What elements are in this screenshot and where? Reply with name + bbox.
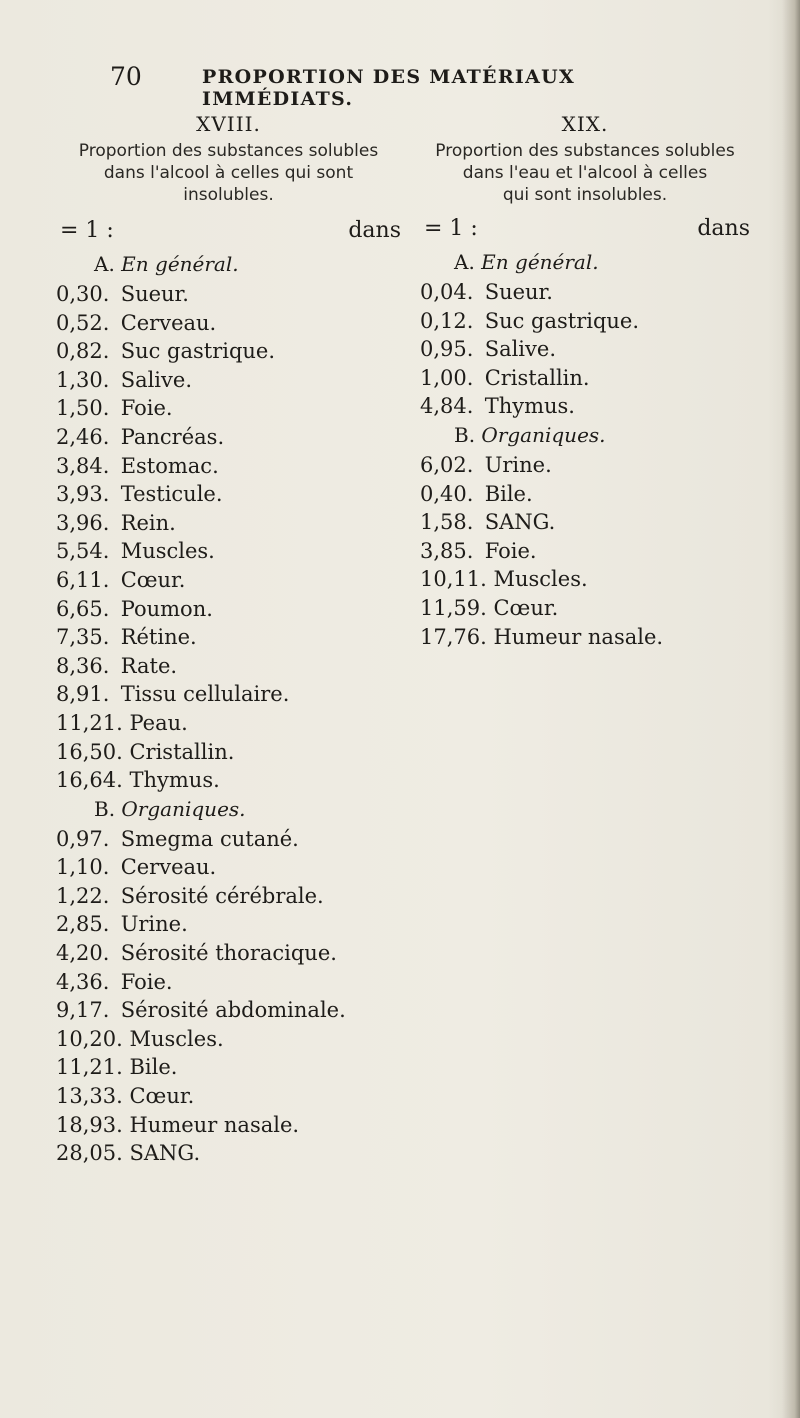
substance-name: Smegma cutané. xyxy=(120,826,299,851)
list-item xyxy=(420,480,750,509)
ratio-value: 7,35. xyxy=(56,625,110,650)
list-item xyxy=(56,366,401,395)
ratio-value: 16,64. xyxy=(56,768,123,793)
substance-name: Peau. xyxy=(129,710,188,735)
ratio-value: 6,02. xyxy=(420,452,474,477)
dans-label: dans xyxy=(348,218,401,243)
substance-name: Rein. xyxy=(120,510,176,535)
ratio-value: 8,36. xyxy=(56,653,110,678)
substance-name: Urine. xyxy=(120,912,188,937)
ratio-value: 0,04. xyxy=(420,280,474,304)
ratio-value: 3,93. xyxy=(56,482,110,507)
ratio-value: 0,97. xyxy=(56,826,110,851)
ratio-value: 11,21. xyxy=(56,1055,123,1080)
list-item xyxy=(56,480,401,509)
ratio-value: 3,85. xyxy=(420,538,474,563)
ratio-value: 11,59. xyxy=(420,595,487,620)
substance-name: Estomac. xyxy=(120,453,219,478)
section-heading-organiques xyxy=(94,797,401,825)
list-item xyxy=(56,1053,401,1082)
ratio-line xyxy=(56,218,401,250)
list-item xyxy=(56,766,401,795)
list-item xyxy=(56,910,401,939)
substance-name: Sueur. xyxy=(120,282,189,306)
entry-list xyxy=(420,278,750,421)
list-item xyxy=(56,738,401,767)
list-item xyxy=(56,452,401,481)
table-number: XVIII. xyxy=(196,112,261,136)
substance-name: Bile. xyxy=(129,1055,178,1080)
ratio-value: 18,93. xyxy=(56,1112,123,1137)
substance-name: Cœur. xyxy=(493,595,559,620)
ratio-value: 0,40. xyxy=(420,481,474,506)
ratio-value: 17,76. xyxy=(420,624,487,649)
ratio-value: 9,17. xyxy=(56,998,110,1023)
ratio-value: 4,36. xyxy=(56,969,110,994)
ratio-value: 4,84. xyxy=(420,394,474,419)
ratio-value: 1,10. xyxy=(56,855,110,880)
ratio-value: 6,11. xyxy=(56,567,110,592)
substance-name: Suc gastrique. xyxy=(120,339,276,364)
page-number: 70 xyxy=(110,62,142,91)
list-item xyxy=(420,537,750,566)
section-title: En général. xyxy=(481,250,599,274)
table-xix xyxy=(420,112,750,651)
substance-name: Foie. xyxy=(484,538,537,563)
list-item xyxy=(56,280,401,309)
substance-name: Poumon. xyxy=(120,596,213,621)
substance-name: Foie. xyxy=(120,396,173,421)
section-heading-organiques xyxy=(454,423,750,451)
ratio-value: 1,50. xyxy=(56,396,110,421)
ratio-value: 10,20. xyxy=(56,1026,123,1051)
section-letter: A. xyxy=(454,250,475,274)
substance-name: SANG. xyxy=(129,1141,201,1166)
list-item xyxy=(56,939,401,968)
substance-name: Muscles. xyxy=(129,1026,224,1051)
substance-name: Testicule. xyxy=(120,482,223,507)
substance-name: Sueur. xyxy=(484,280,553,304)
section-title: Organiques. xyxy=(481,422,606,447)
list-item xyxy=(420,278,750,307)
page-edge-shadow xyxy=(782,0,800,1418)
substance-name: Sérosité abdominale. xyxy=(120,998,346,1023)
list-item xyxy=(56,595,401,624)
list-item xyxy=(56,1139,401,1168)
page-header xyxy=(110,62,670,110)
list-item xyxy=(56,337,401,366)
substance-name: Rétine. xyxy=(120,625,197,650)
list-item xyxy=(420,594,750,623)
list-item xyxy=(420,335,750,364)
list-item xyxy=(56,1025,401,1054)
caption-line: dans l'alcool à celles qui sont xyxy=(103,163,354,183)
substance-name: Sérosité cérébrale. xyxy=(120,883,324,908)
list-item xyxy=(56,1082,401,1111)
substance-name: Sérosité thoracique. xyxy=(120,941,337,966)
ratio-value: 0,30. xyxy=(56,282,110,306)
ratio-value: 6,65. xyxy=(56,596,110,621)
list-item xyxy=(56,566,401,595)
ratio-value: 1,58. xyxy=(420,510,474,535)
list-item xyxy=(56,882,401,911)
substance-name: Salive. xyxy=(484,337,556,362)
table-caption xyxy=(420,140,750,206)
list-item xyxy=(420,307,750,336)
table-caption xyxy=(56,140,401,206)
ratio-value: 0,12. xyxy=(420,308,474,333)
list-item xyxy=(56,623,401,652)
list-item xyxy=(56,1111,401,1140)
section-heading-general xyxy=(94,252,401,280)
list-item xyxy=(56,825,401,854)
ratio-value: 0,52. xyxy=(56,310,110,335)
entry-list xyxy=(56,280,401,795)
substance-name: Tissu cellulaire. xyxy=(120,682,290,707)
substance-name: Foie. xyxy=(120,969,173,994)
substance-name: Muscles. xyxy=(120,539,215,564)
caption-line: qui sont insolubles. xyxy=(502,185,668,205)
section-letter: B. xyxy=(94,796,116,821)
substance-name: Urine. xyxy=(484,452,552,477)
caption-line: insolubles. xyxy=(183,185,274,205)
ratio-value: 1,00. xyxy=(420,365,474,390)
ratio-value: 4,20. xyxy=(56,941,110,966)
list-item xyxy=(420,392,750,421)
table-number: XIX. xyxy=(561,112,609,136)
ratio-value: 8,91. xyxy=(56,682,110,707)
substance-name: Thymus. xyxy=(484,394,575,419)
substance-name: Pancréas. xyxy=(120,424,225,449)
list-item xyxy=(56,996,401,1025)
list-item xyxy=(420,623,750,652)
section-heading-general xyxy=(454,250,750,278)
substance-name: SANG. xyxy=(484,510,556,535)
ratio-value: 3,96. xyxy=(56,510,110,535)
ratio-value: 0,95. xyxy=(420,337,474,362)
ratio-line xyxy=(420,216,750,248)
ratio-value: 5,54. xyxy=(56,539,110,564)
ratio-value: 0,82. xyxy=(56,339,110,364)
substance-name: Cœur. xyxy=(120,567,186,592)
list-item xyxy=(56,968,401,997)
list-item xyxy=(56,709,401,738)
entry-list xyxy=(420,451,750,651)
substance-name: Cristallin. xyxy=(129,739,235,764)
ratio-label: = 1 : xyxy=(60,218,114,243)
section-letter: A. xyxy=(94,252,115,276)
ratio-value: 3,84. xyxy=(56,453,110,478)
list-item xyxy=(56,309,401,338)
substance-name: Cerveau. xyxy=(120,310,217,335)
section-title: Organiques. xyxy=(121,796,246,821)
section-letter: B. xyxy=(454,422,476,447)
list-item xyxy=(420,508,750,537)
substance-name: Muscles. xyxy=(493,567,588,592)
caption-line: Proportion des substances solubles xyxy=(78,141,379,161)
substance-name: Cœur. xyxy=(129,1084,195,1109)
ratio-value: 16,50. xyxy=(56,739,123,764)
caption-line: dans l'eau et l'alcool à celles xyxy=(462,163,708,183)
ratio-value: 10,11. xyxy=(420,567,487,592)
list-item xyxy=(56,509,401,538)
table-xviii xyxy=(56,112,401,1168)
substance-name: Cristallin. xyxy=(484,365,590,390)
entry-list xyxy=(56,825,401,1168)
ratio-value: 2,46. xyxy=(56,424,110,449)
list-item xyxy=(56,537,401,566)
ratio-label: = 1 : xyxy=(424,216,478,241)
substance-name: Cerveau. xyxy=(120,855,217,880)
substance-name: Humeur nasale. xyxy=(129,1112,300,1137)
substance-name: Humeur nasale. xyxy=(493,624,664,649)
substance-name: Salive. xyxy=(120,367,192,392)
ratio-value: 1,30. xyxy=(56,367,110,392)
list-item xyxy=(420,364,750,393)
substance-name: Bile. xyxy=(484,481,533,506)
list-item xyxy=(56,394,401,423)
running-head: PROPORTION DES MATÉRIAUX IMMÉDIATS. xyxy=(202,66,576,110)
substance-name: Rate. xyxy=(120,653,178,678)
ratio-value: 2,85. xyxy=(56,912,110,937)
substance-name: Suc gastrique. xyxy=(484,308,640,333)
ratio-value: 13,33. xyxy=(56,1084,123,1109)
ratio-value: 28,05. xyxy=(56,1141,123,1166)
list-item xyxy=(56,652,401,681)
ratio-value: 11,21. xyxy=(56,710,123,735)
list-item xyxy=(56,680,401,709)
list-item xyxy=(56,853,401,882)
caption-line: Proportion des substances solubles xyxy=(435,141,735,161)
dans-label: dans xyxy=(697,216,750,241)
list-item xyxy=(420,451,750,480)
list-item xyxy=(420,565,750,594)
list-item xyxy=(56,423,401,452)
substance-name: Thymus. xyxy=(129,768,220,793)
ratio-value: 1,22. xyxy=(56,883,110,908)
section-title: En général. xyxy=(121,252,239,276)
